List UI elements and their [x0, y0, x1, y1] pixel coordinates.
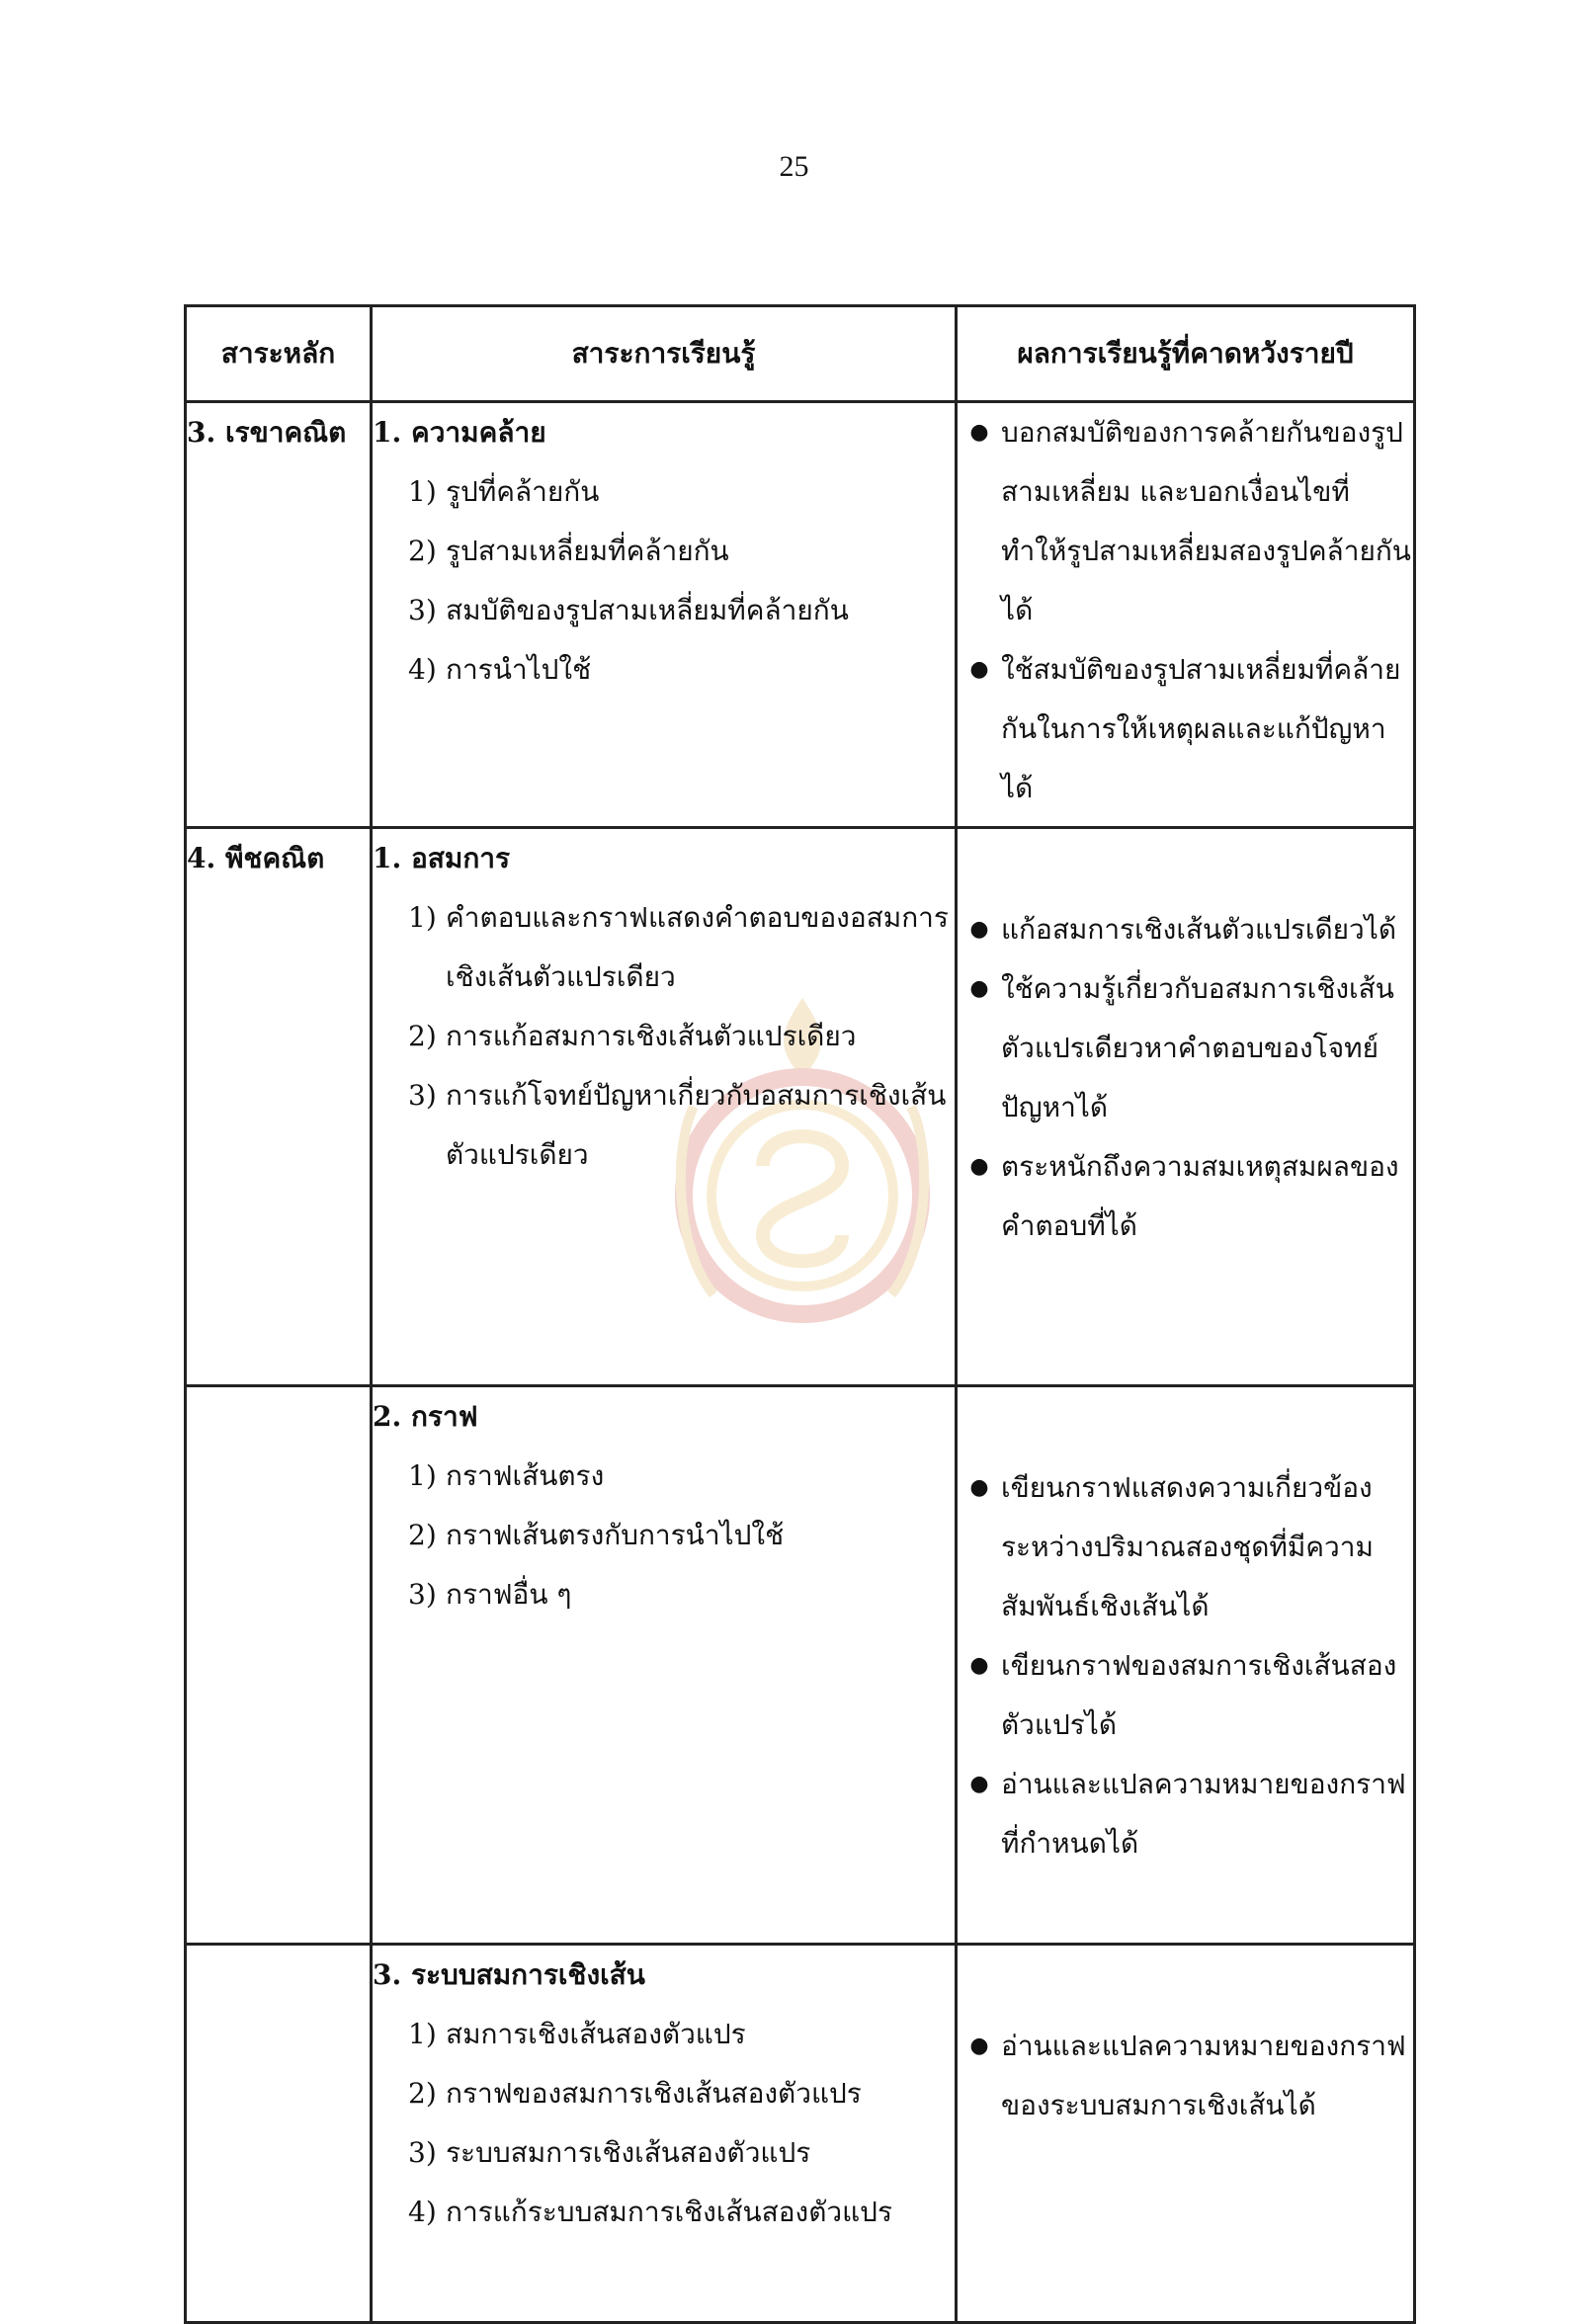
list-item: 1) สมการเชิงเส้นสองตัวแปร	[408, 2018, 746, 2050]
list-item: 3) กราฟอื่น ๆ	[408, 1578, 572, 1611]
list-item: 2) กราฟเส้นตรงกับการนำไปใช้	[408, 1519, 785, 1551]
bullet-icon: ●	[969, 917, 989, 942]
bullet-icon: ●	[969, 976, 989, 1001]
table-row	[186, 828, 1415, 1386]
list-item: 1) รูปที่คล้ายกัน	[408, 475, 600, 508]
list-item: 3) สมบัติของรูปสามเหลี่ยมที่คล้ายกัน	[408, 594, 849, 626]
list-item: 1) คำตอบและกราฟแสดงคำตอบของอสมการเชิงเส้นตัวแปรเดียว	[408, 901, 949, 993]
page-number: 25	[779, 150, 809, 183]
bullet-icon: ●	[969, 1154, 989, 1179]
outcome-item: ● ใช้ความรู้เกี่ยวกับอสมการเชิงเส้นตัวแปรเดียวหาคำตอบของโจทย์ปัญหาได้	[958, 959, 1413, 1137]
outcome-item: ● เขียนกราฟแสดงความเกี่ยวข้องระหว่างปริมาณสองชุดที่มีความสัมพันธ์เชิงเส้นได้	[958, 1458, 1413, 1636]
strand-cell	[186, 1945, 372, 2323]
list-item: 3) ระบบสมการเชิงเส้นสองตัวแปร	[408, 2136, 811, 2169]
topic-title: 3. ระบบสมการเชิงเส้น	[373, 1958, 645, 1991]
outcome-item: ● แก้อสมการเชิงเส้นตัวแปรเดียวได้	[958, 900, 1413, 959]
outcome-item: ● ตระหนักถึงความสมเหตุสมผลของคำตอบที่ได้	[958, 1137, 1413, 1256]
outcome-cell	[957, 828, 1415, 1386]
bullet-icon: ●	[969, 1475, 989, 1500]
content-cell	[372, 828, 957, 1386]
list-item: 2) การแก้อสมการเชิงเส้นตัวแปรเดียว	[408, 1020, 857, 1052]
content-cell	[372, 1945, 957, 2323]
bullet-icon: ●	[969, 1772, 989, 1796]
content-cell	[372, 1386, 957, 1945]
outcome-cell	[957, 1386, 1415, 1945]
list-item: 3) การแก้โจทย์ปัญหาเกี่ยวกับอสมการเชิงเส้นตัวแปรเดียว	[408, 1079, 947, 1171]
table-row	[186, 402, 1415, 828]
curriculum-table	[184, 304, 1416, 2324]
outcome-cell	[957, 1945, 1415, 2323]
table-header-row	[186, 306, 1415, 402]
strand-cell	[186, 1386, 372, 1945]
outcome-item: ● บอกสมบัติของการคล้ายกันของรูปสามเหลี่ยม และบอกเงื่อนไขที่ทำให้รูปสามเหลี่ยมสองรูปคล้ายกันได้	[958, 403, 1413, 640]
topic-title: 1. อสมการ	[373, 842, 511, 874]
list-item: 2) กราฟของสมการเชิงเส้นสองตัวแปร	[408, 2077, 862, 2110]
topic-title: 1. ความคล้าย	[373, 416, 546, 449]
bullet-icon: ●	[969, 2034, 989, 2058]
table-row	[186, 1386, 1415, 1945]
outcome-item: ● อ่านและแปลความหมายของกราฟที่กำหนดได้	[958, 1755, 1413, 1873]
outcome-item: ● เขียนกราฟของสมการเชิงเส้นสองตัวแปรได้	[958, 1636, 1413, 1755]
topic-title: 2. กราฟ	[373, 1400, 478, 1433]
list-item: 2) รูปสามเหลี่ยมที่คล้ายกัน	[408, 535, 729, 567]
bullet-icon: ●	[969, 420, 989, 445]
list-item: 4) การนำไปใช้	[408, 653, 592, 686]
header-outcomes: ผลการเรียนรู้ที่คาดหวังรายปี	[957, 306, 1415, 402]
outcome-item: ● อ่านและแปลความหมายของกราฟของระบบสมการเชิงเส้นได้	[958, 2017, 1413, 2135]
outcome-item: ● ใช้สมบัติของรูปสามเหลี่ยมที่คล้ายกันในการให้เหตุผลและแก้ปัญหาได้	[958, 640, 1413, 818]
outcome-cell	[957, 402, 1415, 828]
content-cell	[372, 402, 957, 828]
table-row	[186, 1945, 1415, 2323]
header-content: สาระการเรียนรู้	[372, 306, 957, 402]
bullet-icon: ●	[969, 1653, 989, 1678]
strand-cell: 4. พีชคณิต	[186, 828, 372, 1386]
list-item: 1) กราฟเส้นตรง	[408, 1459, 605, 1492]
strand-cell: 3. เรขาคณิต	[186, 402, 372, 828]
header-strand: สาระหลัก	[186, 306, 372, 402]
bullet-icon: ●	[969, 657, 989, 682]
list-item: 4) การแก้ระบบสมการเชิงเส้นสองตัวแปร	[408, 2196, 892, 2228]
